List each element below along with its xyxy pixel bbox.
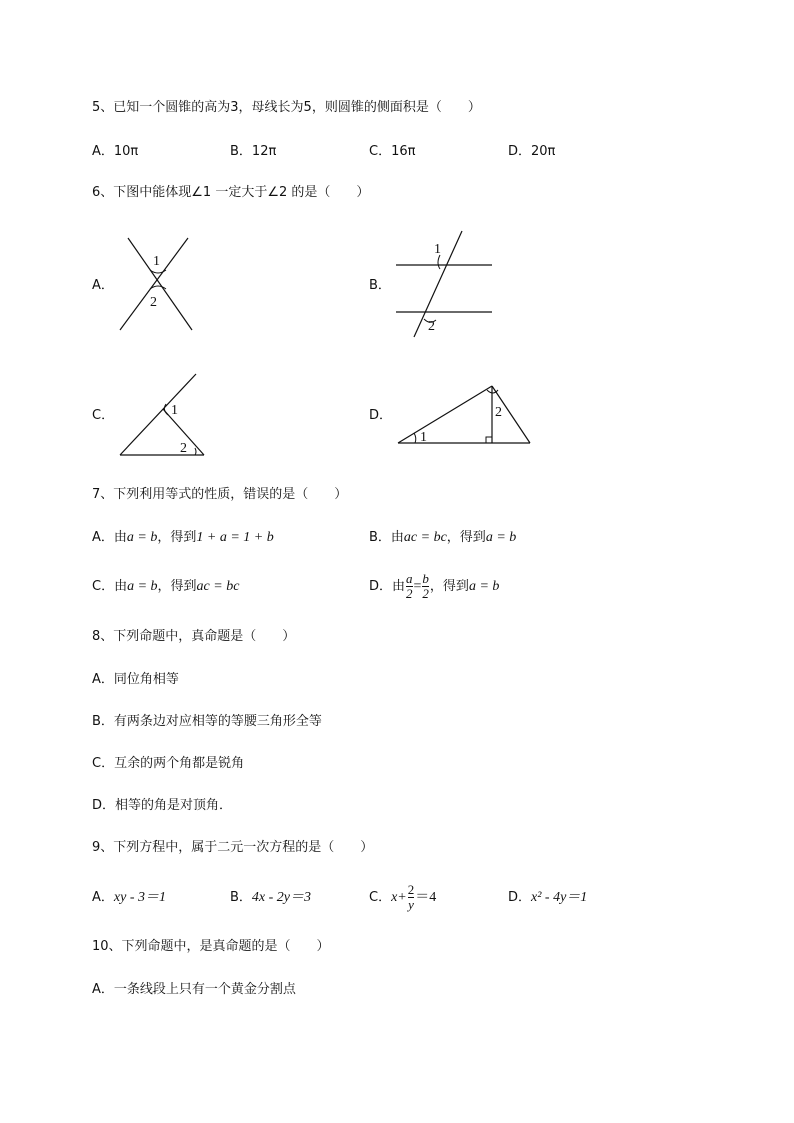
q8-option-a: A．同位角相等 xyxy=(92,672,179,687)
q9-option-b: B．4x - 2y＝3 xyxy=(230,890,312,905)
q9-a-expr: xy - 3＝1 xyxy=(113,890,166,905)
figure-d-right-triangle xyxy=(390,380,535,450)
figure-a-label-1: 1 xyxy=(153,254,160,269)
q10-option-a: A．一条线段上只有一个黄金分割点 xyxy=(92,982,296,997)
q9-stem: 9、下列方程中，属于二元一次方程的是（ ） xyxy=(92,840,374,855)
figure-a-label-2: 2 xyxy=(150,295,157,310)
q6-option-d-label: D． xyxy=(369,408,393,423)
q9-c-rest: ＝4 xyxy=(415,890,437,905)
q7-stem: 7、下列利用等式的性质，错误的是（ ） xyxy=(92,487,348,502)
q6-option-c-label: C． xyxy=(92,408,115,423)
q7-a-eq2: 1 + a = 1 + b xyxy=(196,530,274,545)
q5-option-a: A．10π xyxy=(92,144,139,159)
q9-d-expr: x² - 4y＝1 xyxy=(531,890,588,905)
q7-option-b xyxy=(369,529,516,547)
q9-option-a: A．xy - 3＝1 xyxy=(92,890,166,905)
q7-b-mid: ，得到 xyxy=(446,530,486,545)
q5-option-c: C．16π xyxy=(369,144,416,159)
q7-a-eq1: a = b xyxy=(126,530,158,545)
q7-d-fraction-2: $\frac{b}{2}$ xyxy=(422,571,429,601)
figure-c-label-1: 1 xyxy=(171,403,178,418)
q7-a-mid: ，得到 xyxy=(157,530,197,545)
q9-c-x: x+ xyxy=(391,890,407,905)
q7-a-prefix: A．由 xyxy=(92,530,127,545)
q9-b-expr: 4x - 2y＝3 xyxy=(251,890,312,905)
q7-b-prefix: B．由 xyxy=(369,530,404,545)
q9-option-d: D．x² - 4y＝1 xyxy=(508,890,588,905)
q7-d-fraction-1: $\frac{a}{2}$ xyxy=(406,571,413,601)
q7-d-equals: = xyxy=(413,579,422,594)
figure-a-intersecting-lines xyxy=(110,230,205,335)
figure-b-parallel-lines xyxy=(390,225,500,343)
figure-c-triangle xyxy=(110,370,215,460)
q7-d-mid: ，得到 xyxy=(429,579,469,594)
q7-c-prefix: C．由 xyxy=(92,579,128,594)
q9-c-fraction: $\frac{2}{y}$ xyxy=(407,882,415,912)
q10-stem: 10、下列命题中，是真命题的是（ ） xyxy=(92,939,330,954)
q6-option-a-label: A． xyxy=(92,278,114,293)
figure-b-label-2: 2 xyxy=(428,319,435,334)
q7-option-a xyxy=(92,529,274,547)
q7-c-eq1: a = b xyxy=(127,579,158,594)
figure-c-label-2: 2 xyxy=(180,441,187,456)
q8-option-b: B．有两条边对应相等的等腰三角形全等 xyxy=(92,714,322,729)
q5-option-d: D．20π xyxy=(508,144,556,159)
q5-stem: 5、已知一个圆锥的高为3，母线长为5，则圆锥的侧面积是（ ） xyxy=(92,100,481,115)
figure-d-label-1: 1 xyxy=(420,430,427,445)
q5-option-b: B．12π xyxy=(230,144,277,159)
figure-d-label-2: 2 xyxy=(495,405,502,420)
q8-option-d: D．相等的角是对顶角． xyxy=(92,798,233,813)
q7-option-c xyxy=(92,578,239,596)
q7-d-prefix: D．由 xyxy=(369,579,406,594)
q6-option-b-label: B． xyxy=(369,278,391,293)
q8-stem: 8、下列命题中，真命题是（ ） xyxy=(92,629,296,644)
q8-option-c: C．互余的两个角都是锐角 xyxy=(92,756,245,771)
q7-option-d xyxy=(369,571,499,603)
figure-b-label-1: 1 xyxy=(434,242,441,257)
q6-stem: 6、下图中能体现∠1 一定大于∠2 的是（ ） xyxy=(92,185,370,200)
q7-d-eq2: a = b xyxy=(468,579,500,594)
q7-c-mid: ，得到 xyxy=(157,579,197,594)
q7-b-eq2: a = b xyxy=(485,530,517,545)
q9-option-c: C．x+ $\frac{2}{y}$ ＝4 xyxy=(369,882,437,912)
q7-b-eq1: ac = bc xyxy=(403,530,447,545)
q7-c-eq2: ac = bc xyxy=(196,579,240,594)
